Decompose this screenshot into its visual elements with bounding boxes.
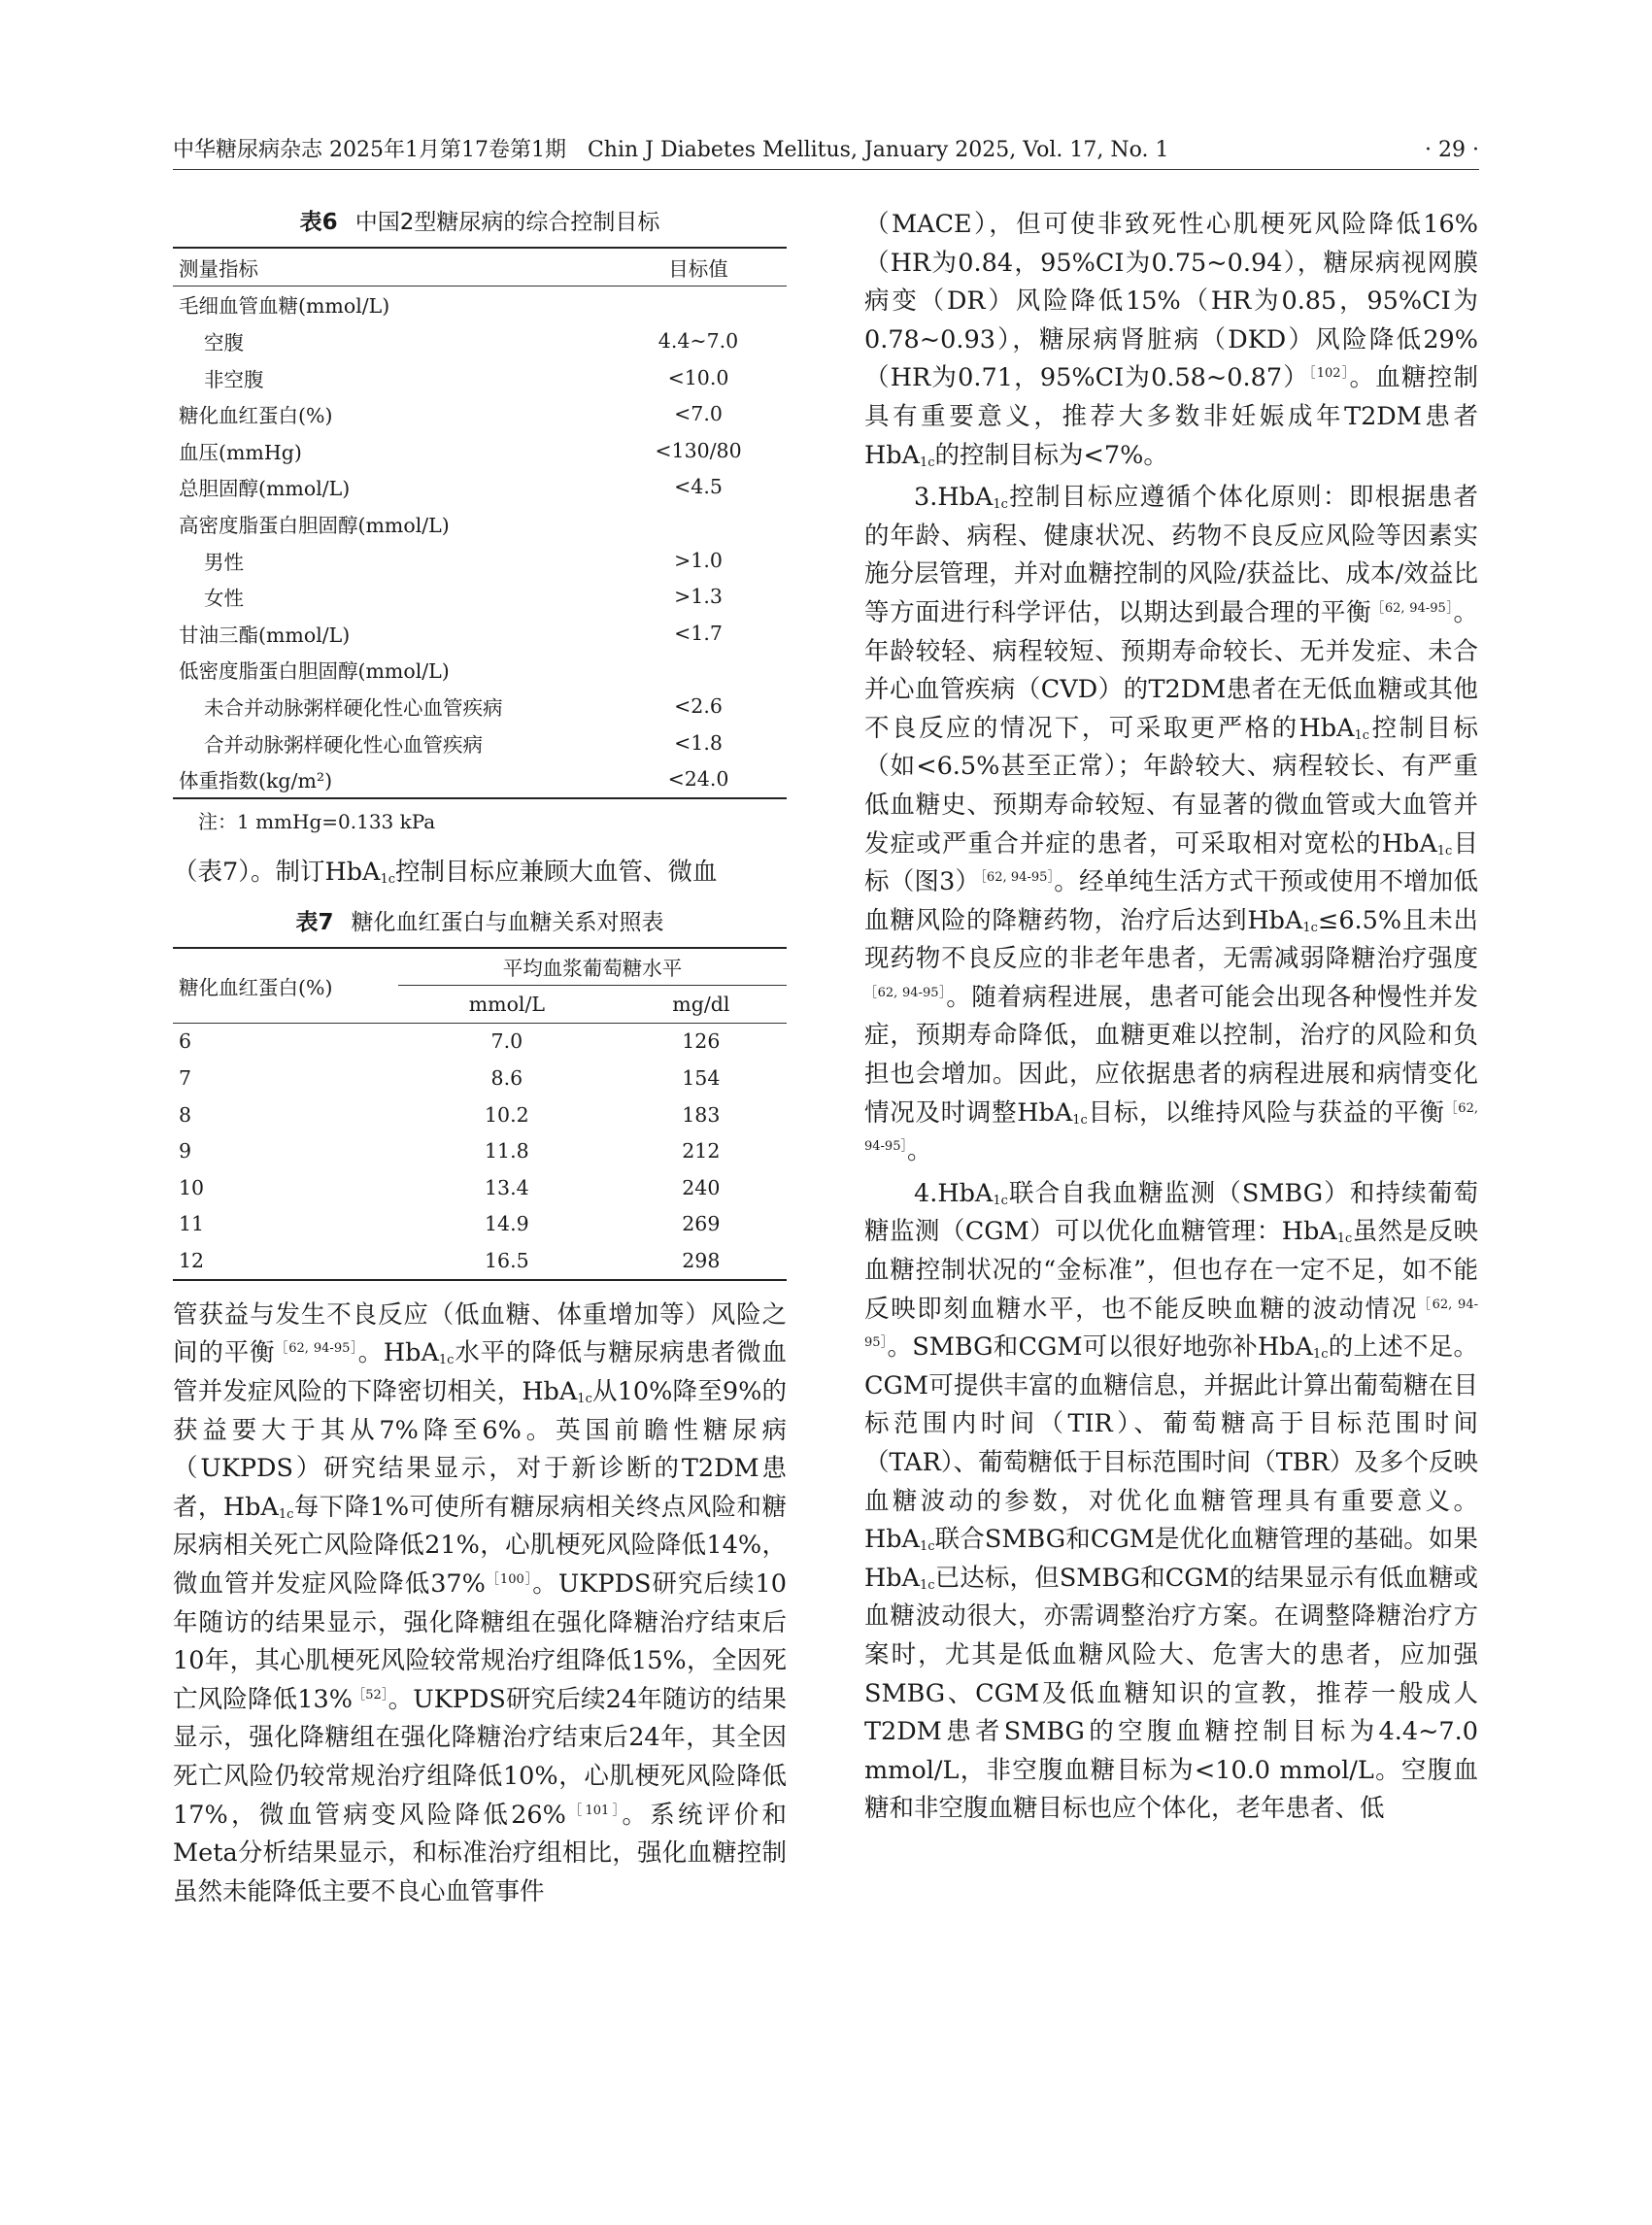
table7-cell-mgdl: 298: [682, 1249, 721, 1273]
table6: [173, 247, 787, 799]
subscript: 1c: [380, 871, 396, 887]
table7-cell-mgdl: 240: [682, 1175, 721, 1199]
table7-row: [173, 1132, 787, 1169]
text-run: 。UKPDS研究后续10年随访的结果显示，强化降糖组在强化降糖治疗结束后10年，其心肌梗死风险较常规治疗组降低15%，全因死亡风险降低13%: [173, 1569, 787, 1714]
table7-cell-mmol: 16.5: [485, 1249, 529, 1273]
table7-row: [173, 1023, 787, 1060]
paragraph-left-b: [173, 1297, 787, 1912]
table7: [173, 947, 787, 1281]
table7-cell-mmol: 13.4: [485, 1175, 529, 1199]
table6-cell-indicator: 总胆固醇(mmol/L): [179, 477, 351, 501]
table6-row: [173, 286, 787, 322]
table7-cell-mgdl: 183: [682, 1102, 721, 1127]
table6-cell-indicator: 血压(mmHg): [179, 440, 302, 464]
text-run: 已达标，但SMBG和CGM的结果显示有低血糖或血糖波动很大，亦需调整治疗方案。在调整降糖治疗方案时，尤其是低血糖风险大、危害大的患者，应加强SMBG、CGM及低血糖知识的宣教，推荐一般成人T2DM患者SMBG的空腹血糖控制目标为4.4~7.0 mmol/L，非空腹血糖目标为<10.0 mmol/L。空腹血糖和非空腹血糖目标也应个体化，老年患者、低: [864, 1563, 1478, 1824]
table6-note: 注：1 mmHg=0.133 kPa: [198, 809, 436, 833]
subscript: 1c: [1302, 920, 1318, 935]
table6-cell-indicator: 甘油三酯(mmol/L): [179, 623, 351, 647]
table6-caption: [173, 206, 787, 239]
table6-cell-indicator: 非空腹: [204, 367, 264, 391]
table7-cell-mgdl: 212: [682, 1139, 721, 1163]
table6-cell-target: <4.5: [674, 475, 723, 499]
table6-row: [173, 505, 787, 542]
table7-cell-mmol: 8.6: [490, 1066, 523, 1091]
text-run: 。系统评价和Meta分析结果显示，和标准治疗组相比，强化血糖控制虽然未能降低主要不良心血管事件: [173, 1800, 787, 1906]
table7-caption: [173, 906, 787, 939]
table6-cell-target: <1.7: [674, 621, 723, 645]
text-run: 。年龄较轻、病程较短、预期寿命较长、无并发症、未合并心血管疾病（CVD）的T2DM患者在无低血糖或其他不良反应的情况下，可采取更严格的HbA: [864, 597, 1478, 743]
table7-cell-mgdl: 126: [682, 1029, 721, 1054]
text-run: 。SMBG和CGM可以很好地弥补HbA: [887, 1332, 1313, 1363]
table6-cell-target: <24.0: [667, 767, 729, 792]
table7-header-row-1: [173, 948, 787, 986]
table6-col-target: 目标值: [610, 248, 787, 286]
table6-cell-indicator: 毛细血管血糖(mmol/L): [179, 294, 390, 319]
right-column: [864, 206, 1478, 1829]
citation: ［101］: [565, 1803, 623, 1818]
table6-cell-target: <1.8: [674, 730, 723, 755]
text-run: 4.HbA: [914, 1178, 994, 1208]
citation: ［62, 94-95］: [1371, 600, 1454, 616]
table7-cell-hba1c: 6: [179, 1029, 192, 1054]
subscript: 1c: [438, 1353, 455, 1368]
subscript: 1c: [1354, 727, 1370, 743]
left-column: [173, 206, 787, 1911]
text-run: 。: [906, 1136, 932, 1166]
table7-cell-mgdl: 269: [682, 1212, 721, 1236]
subscript: 1c: [278, 1506, 294, 1522]
table6-row: [173, 542, 787, 579]
subscript: 1c: [1436, 843, 1453, 859]
text-run: 3.HbA: [914, 483, 994, 513]
table6-row: [173, 652, 787, 689]
subscript: 1c: [993, 497, 1008, 513]
table6-cell-target: <130/80: [655, 438, 742, 462]
subscript: 1c: [919, 1577, 935, 1593]
table7-title: 糖化血红蛋白与血糖关系对照表: [351, 909, 664, 935]
citation: ［62, 94-95］: [275, 1341, 358, 1357]
table6-cell-target: [610, 652, 787, 689]
table6-cell-indicator: 低密度脂蛋白胆固醇(mmol/L): [179, 659, 450, 684]
subscript: 1c: [1072, 1112, 1088, 1128]
paragraph-right-b: [864, 479, 1478, 1171]
table7-col-hba1c: 糖化血红蛋白(%): [173, 948, 398, 1024]
citation: ［62, 94-95］: [864, 1100, 1478, 1155]
table6-cell-indicator: 女性: [204, 587, 244, 611]
citation: ［100］: [485, 1572, 533, 1587]
table6-cell-target: >1.3: [674, 585, 723, 609]
text-run: 控制目标（如<6.5%甚至正常）；年龄较大、病程较长、有严重低血糖史、预期寿命较短、有显著的微血管或大血管并发症或严重合并症的患者，可采取相对宽松的HbA: [864, 713, 1478, 859]
text-run: 目标（图3）: [864, 828, 1478, 897]
text-run: 。UKPDS研究后续24年随访的结果显示，强化降糖组在强化降糖治疗结束后24年，其全因死亡风险仍较常规治疗组降低10%，心肌梗死风险降低17%，微血管病变风险降低26%: [173, 1684, 788, 1830]
table7-number: 表7: [295, 909, 334, 935]
subscript: 1c: [993, 1193, 1008, 1208]
table6-cell-indicator: 糖化血红蛋白(%): [179, 404, 333, 428]
table6-cell-target: <7.0: [674, 402, 723, 426]
text-run: 控制目标应遵循个体化原则：即根据患者的年龄、病程、健康状况、药物不良反应风险等因素实施分层管理，并对血糖控制的风险/获益比、成本/效益比等方面进行科学评估，以期达到最合理的平衡: [864, 483, 1478, 627]
table6-cell-target: [610, 505, 787, 542]
table7-row: [173, 1169, 787, 1206]
table7-cell-hba1c: 11: [179, 1212, 205, 1236]
table7-cell-mmol: 10.2: [485, 1102, 529, 1127]
text-run: 联合SMBG和CGM是优化血糖管理的基础。如果HbA: [864, 1525, 1478, 1593]
paragraph-right-c: [864, 1175, 1478, 1829]
subscript: 1c: [1336, 1231, 1353, 1247]
table6-row: [173, 725, 787, 761]
table6-title: 中国2型糖尿病的综合控制目标: [354, 210, 660, 235]
text-run: 。随着病程进展，患者可能会出现各种慢性并发症，预期寿命降低，血糖更难以控制，治疗的风险和负担也会增加。因此，应依据患者的病程进展和病情变化情况及时调整HbA: [864, 982, 1478, 1128]
table6-cell-indicator: 男性: [204, 550, 244, 574]
table6-row: [173, 432, 787, 469]
subscript: 1c: [1312, 1347, 1329, 1363]
table6-cell-target: 4.4~7.0: [657, 328, 739, 353]
subscript: 1c: [919, 1539, 935, 1555]
subscript: 1c: [577, 1392, 592, 1407]
table6-row: [173, 578, 787, 615]
citation: ［102］: [1309, 366, 1350, 382]
paragraph-left-a: [173, 854, 787, 893]
table7-col-mgdl: mg/dl: [616, 986, 787, 1024]
text-run: 的上述不足。CGM可提供丰富的血糖信息，并据此计算出葡萄糖在目标范围内时间（TIR）、葡萄糖高于目标范围时间（TAR）、葡萄糖低于目标范围时间（TBR）及多个反映血糖波动的参数，对优化血糖管理具有重要意义。HbA: [864, 1332, 1478, 1555]
table6-number: 表6: [299, 210, 338, 235]
table6-cell-indicator: 体重指数(kg/m²): [179, 769, 333, 793]
table7-cell-hba1c: 10: [179, 1175, 205, 1199]
table6-cell-target: >1.0: [674, 548, 723, 572]
running-header: [173, 136, 1479, 170]
table6-cell-target: <2.6: [674, 693, 723, 718]
citation: ［62, 94-95］: [980, 870, 1055, 886]
table7-cell-hba1c: 9: [179, 1139, 192, 1163]
table7-col-mmol: mmol/L: [398, 986, 616, 1024]
subscript: 1c: [919, 455, 935, 470]
table6-cell-indicator: 未合并动脉粥样硬化性心血管疾病: [204, 695, 503, 720]
citation: ［52］: [352, 1687, 388, 1702]
text-run: ≤6.5%且未出现药物不良反应的非老年患者，无需减弱降糖治疗强度: [864, 905, 1479, 974]
table7-row: [173, 1242, 787, 1280]
table7-cell-mgdl: 154: [682, 1066, 721, 1091]
table7-cell-hba1c: 7: [179, 1066, 192, 1091]
table6-cell-indicator: 空腹: [204, 330, 244, 354]
table6-cell-target: <10.0: [667, 365, 729, 389]
table7-cell-hba1c: 12: [179, 1249, 205, 1273]
table6-row: [173, 760, 787, 798]
table6-row: [173, 359, 787, 396]
text-run: 的控制目标为<7%。: [934, 440, 1168, 470]
text-run: 虽然是反映血糖控制状况的“金标准”，但也存在一定不足，如不能反映即刻血糖水平，也不能反映血糖的波动情况: [864, 1217, 1478, 1324]
table6-cell-target: [610, 286, 787, 322]
text-run: 水平的降低与糖尿病患者微血管并发症风险的下降密切相关，HbA: [173, 1338, 787, 1407]
table7-body: [173, 1023, 787, 1280]
table7-cell-mmol: 14.9: [485, 1212, 529, 1236]
table6-header-row: [173, 248, 787, 286]
table7-row: [173, 1060, 787, 1096]
text-run: （表7）。制订HbA: [173, 857, 381, 887]
text-run: 。HbA: [357, 1338, 439, 1368]
text-run: 管获益与发生不良反应（低血糖、体重增加等）风险之间的平衡: [173, 1299, 787, 1368]
text-run: 每下降1%可使所有糖尿病相关终点风险和糖尿病相关死亡风险降低21%，心肌梗死风险降低14%，微血管并发症风险降低37%: [173, 1492, 787, 1599]
text-run: （MACE），但可使非致死性心肌梗死风险降低16%（HR为0.84，95%CI为0.75~0.94），糖尿病视网膜病变（DR）风险降低15%（HR为0.85，95%CI为0.78~0.93），糖尿病肾脏病（DKD）风险降低29%（HR为0.71，95%CI为0.58~0.87）: [864, 210, 1478, 393]
table6-row: [173, 469, 787, 506]
text-run: 目标，以维持风险与获益的平衡: [1087, 1097, 1445, 1128]
text-run: 从10%降至9%的获益要大于其从7%降至6%。英国前瞻性糖尿病（UKPDS）研究结果显示，对于新诊断的T2DM患者，HbA: [173, 1377, 787, 1522]
table6-row: [173, 615, 787, 652]
citation: ［62, 94-95］: [864, 1297, 1478, 1351]
table6-cell-indicator: 合并动脉粥样硬化性心血管疾病: [204, 732, 483, 757]
table7-row: [173, 1096, 787, 1133]
table7-cell-mmol: 11.8: [485, 1139, 529, 1163]
table6-cell-indicator: 高密度脂蛋白胆固醇(mmol/L): [179, 513, 450, 537]
journal-citation: 中华糖尿病杂志 2025年1月第17卷第1期 Chin J Diabetes Mellitus, January 2025, Vol. 17, No. 1: [173, 138, 1169, 162]
table6-row: [173, 322, 787, 359]
text-run: 。经单纯生活方式干预或使用不增加低血糖风险的降糖药物，治疗后达到HbA: [864, 867, 1478, 935]
table6-col-indicator: 测量指标: [173, 248, 610, 286]
table6-body: [173, 286, 787, 798]
paragraph-right-a: [864, 206, 1478, 475]
table7-cell-hba1c: 8: [179, 1102, 192, 1127]
table7-cell-mmol: 7.0: [490, 1029, 523, 1054]
table6-row: [173, 688, 787, 725]
table6-row: [173, 395, 787, 432]
page-number: · 29 ·: [1425, 138, 1479, 162]
table7-col-group: 平均血浆葡萄糖水平: [398, 948, 787, 986]
table7-row: [173, 1206, 787, 1243]
text-run: 。血糖控制具有重要意义，推荐大多数非妊娠成年T2DM患者HbA: [864, 363, 1478, 470]
text-run: 控制目标应兼顾大血管、微血: [395, 857, 718, 887]
text-run: 联合自我血糖监测（SMBG）和持续葡萄糖监测（CGM）可以优化血糖管理：HbA: [864, 1178, 1478, 1247]
citation: ［62, 94-95］: [864, 985, 947, 1000]
